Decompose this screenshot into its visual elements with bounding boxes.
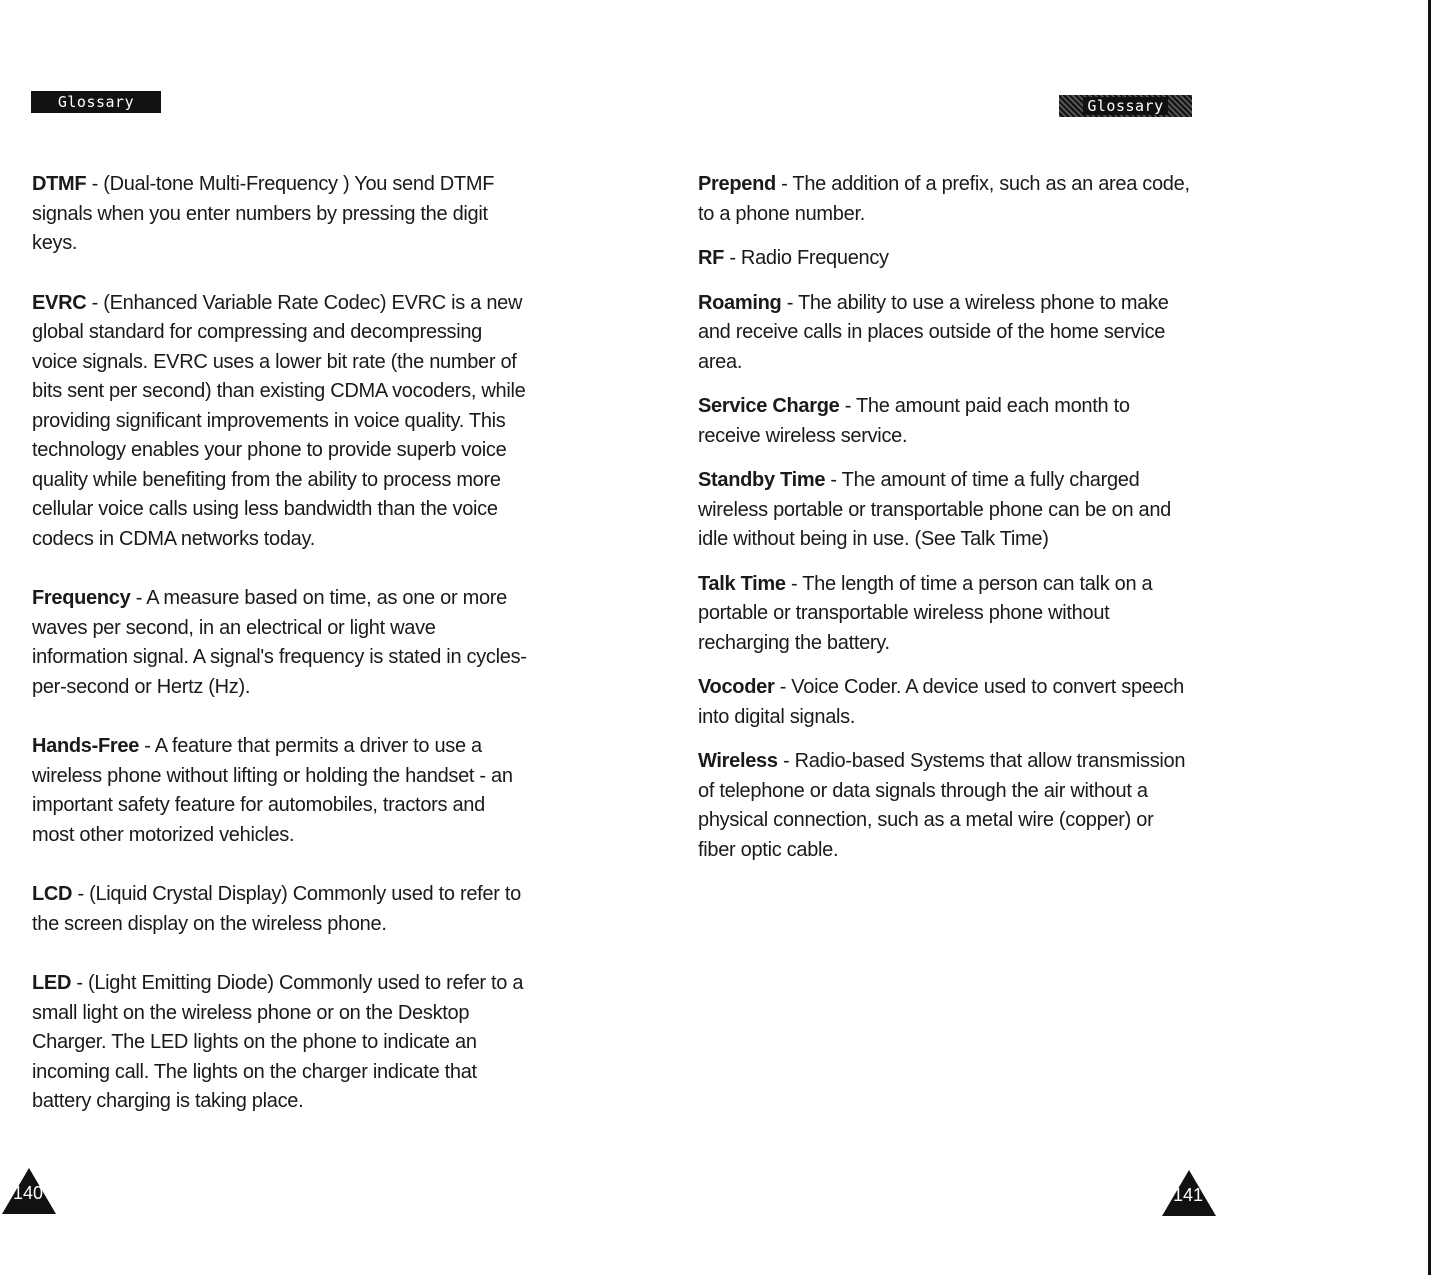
section-tab-right xyxy=(1059,95,1192,117)
glossary-definition: - The addition of a prefix, such as an area code, to a phone number. xyxy=(698,173,1190,225)
glossary-term: Talk Time xyxy=(698,572,786,595)
glossary-entry xyxy=(698,673,1193,732)
glossary-entry xyxy=(32,584,527,702)
glossary-entry xyxy=(32,880,527,939)
glossary-entry xyxy=(32,289,527,555)
glossary-definition: - Radio Frequency xyxy=(724,247,889,269)
glossary-term: LCD xyxy=(32,883,73,905)
glossary-definition: - (Light Emitting Diode) Commonly used to refer to a small light on the wireless phone or on the Desktop Charger. The LED lights on the phone to indicate an incoming call. The lights on the charger indicate that battery charging is taking place. xyxy=(32,972,524,1112)
glossary-entry xyxy=(32,170,527,259)
glossary-definition: - Radio-based Systems that allow transmission of telephone or data signals through the air without a physical connection, such as a metal wire (copper) or fiber optic cable. xyxy=(698,750,1186,861)
glossary-term: Standby Time xyxy=(698,469,826,491)
glossary-definition: - The ability to use a wireless phone to make and receive calls in places outside of the home service area. xyxy=(698,291,1169,373)
glossary-definition: - A feature that permits a driver to use a wireless phone without lifting or holding the handset - an important safety feature for automobiles, tractors and most other motorized vehicles. xyxy=(32,735,513,846)
glossary-definition: - Voice Coder. A device used to convert speech into digital signals. xyxy=(698,676,1184,728)
glossary-term: DTMF xyxy=(32,173,87,195)
glossary-definition: - The length of time a person can talk on a portable or transportable wireless phone without recharging the battery. xyxy=(698,572,1153,654)
glossary-term: Frequency xyxy=(32,587,131,609)
glossary-definition: - The amount paid each month to receive wireless service. xyxy=(698,395,1130,447)
section-tab-label: Glossary xyxy=(1083,97,1167,115)
section-tab-label: Glossary xyxy=(57,93,135,111)
glossary-entry xyxy=(698,170,1193,229)
glossary-column-left xyxy=(32,170,527,1147)
glossary-column-right xyxy=(698,170,1193,880)
glossary-entry xyxy=(698,466,1193,555)
page-edge-rule xyxy=(1428,0,1431,1275)
page-number-label: 141 xyxy=(1172,1185,1204,1205)
glossary-term: RF xyxy=(698,247,725,269)
glossary-definition: - (Dual-tone Multi-Frequency ) You send DTMF signals when you enter numbers by pressing the digit keys. xyxy=(32,173,495,254)
glossary-entry xyxy=(698,570,1193,659)
glossary-term: EVRC xyxy=(32,291,87,314)
glossary-entry xyxy=(698,392,1193,451)
glossary-term: Vocoder xyxy=(698,676,775,698)
glossary-definition: - A measure based on time, as one or more waves per second, in an electrical or light wave information signal. A signal's frequency is stated in cycles-per-second or Hertz (Hz). xyxy=(32,587,527,698)
section-tab-left xyxy=(31,91,161,113)
glossary-entry xyxy=(32,969,527,1117)
glossary-definition: - (Enhanced Variable Rate Codec) EVRC is a new global standard for compressing and decompressing voice signals. EVRC uses a lower bit rate (the number of bits sent per second) than existing CDMA vocoders, while providing significant improvements in voice quality. This technology enables your phone to provide superb voice quality while benefiting from the ability to process more cellular voice calls using less bandwidth than the voice codecs in CDMA networks today. xyxy=(32,291,526,550)
glossary-entry xyxy=(698,289,1193,378)
page-number-left xyxy=(0,1166,60,1216)
page-number-right xyxy=(1160,1168,1220,1218)
glossary-term: Service Charge xyxy=(698,395,840,417)
glossary-term: Roaming xyxy=(698,291,782,314)
glossary-term: Wireless xyxy=(698,750,778,772)
page-number-label: 140 xyxy=(12,1183,44,1203)
glossary-definition: - (Liquid Crystal Display) Commonly used to refer to the screen display on the wireless phone. xyxy=(32,883,521,935)
glossary-entry xyxy=(32,732,527,850)
glossary-term: Hands-Free xyxy=(32,735,140,757)
glossary-term: Prepend xyxy=(698,173,776,195)
glossary-term: LED xyxy=(32,972,72,994)
glossary-entry xyxy=(698,244,1193,274)
glossary-entry xyxy=(698,747,1193,865)
glossary-definition: - The amount of time a fully charged wireless portable or transportable phone can be on and idle without being in use. (See Talk Time) xyxy=(698,469,1172,550)
